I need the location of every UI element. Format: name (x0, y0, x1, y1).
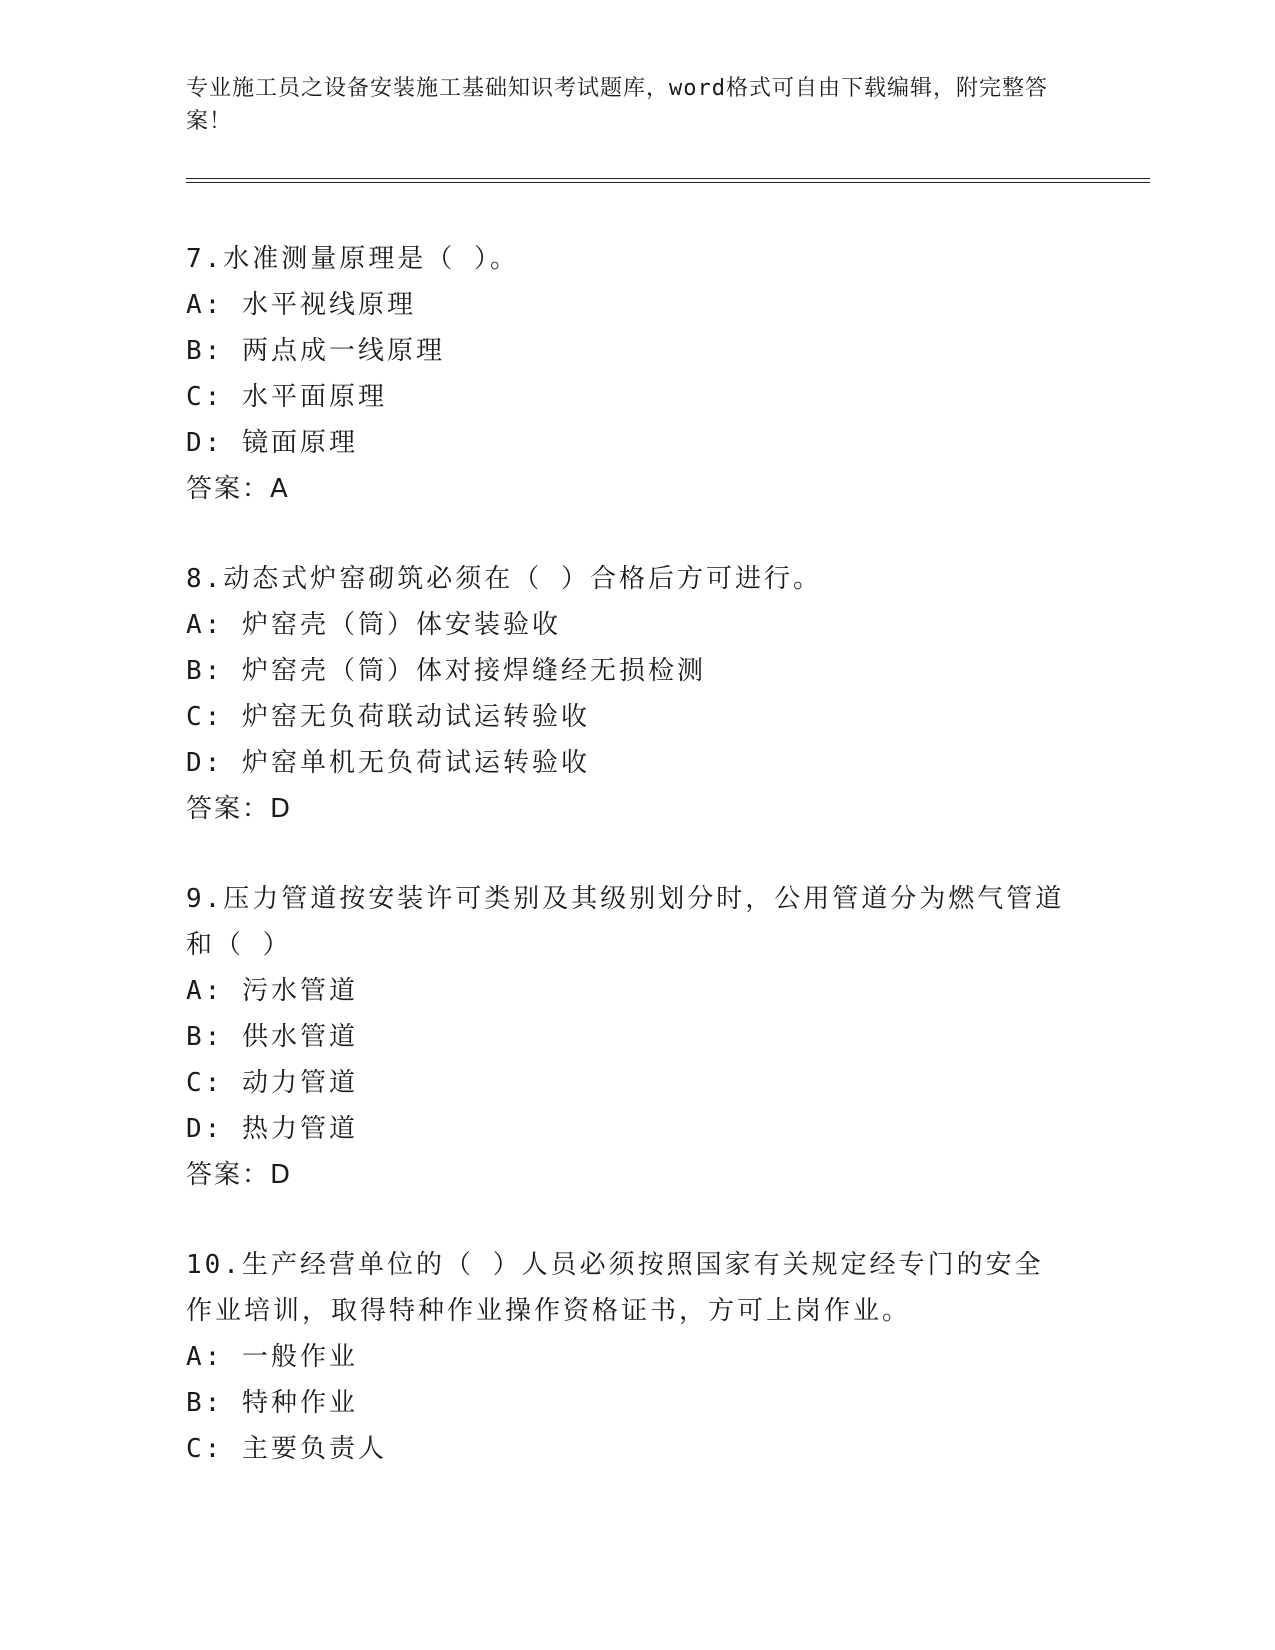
answer: 答案：A (186, 474, 290, 504)
option-b: B: 供水管道 (186, 1022, 358, 1052)
question-9 (186, 876, 1066, 1198)
option-a: A: 一般作业 (186, 1342, 358, 1372)
question-stem: 7.水准测量原理是（ ）。 (186, 244, 519, 274)
header-divider (186, 178, 1150, 179)
option-a: A: 污水管道 (186, 976, 358, 1006)
option-d: D: 热力管道 (186, 1114, 358, 1144)
answer: 答案：D (186, 1160, 293, 1190)
question-stem: 10.生产经营单位的（ ）人员必须按照国家有关规定经专门的安全作业培训，取得特种作业操作资格证书，方可上岗作业。 (186, 1250, 1044, 1326)
option-c: C: 动力管道 (186, 1068, 358, 1098)
option-a: A: 炉窑壳（筒）体安装验收 (186, 610, 561, 640)
question-8 (186, 556, 1066, 832)
option-c: C: 炉窑无负荷联动试运转验收 (186, 702, 590, 732)
question-stem: 8.动态式炉窑砌筑必须在（ ）合格后方可进行。 (186, 564, 822, 594)
question-7 (186, 236, 1066, 512)
option-c: C: 主要负责人 (186, 1434, 387, 1464)
answer: 答案：D (186, 794, 293, 824)
option-c: C: 水平面原理 (186, 382, 387, 412)
option-d: D: 炉窑单机无负荷试运转验收 (186, 748, 590, 778)
document-header: 专业施工员之设备安装施工基础知识考试题库，word格式可自由下载编辑，附完整答案！ (186, 76, 1048, 134)
question-list (186, 236, 1066, 1516)
question-10 (186, 1242, 1066, 1472)
option-b: B: 炉窑壳（筒）体对接焊缝经无损检测 (186, 656, 706, 686)
option-b: B: 特种作业 (186, 1388, 358, 1418)
option-b: B: 两点成一线原理 (186, 336, 445, 366)
question-stem: 9.压力管道按安装许可类别及其级别划分时，公用管道分为燃气管道和（ ） (186, 884, 1065, 960)
option-a: A: 水平视线原理 (186, 290, 416, 320)
header-divider-double (186, 182, 1150, 183)
option-d: D: 镜面原理 (186, 428, 358, 458)
